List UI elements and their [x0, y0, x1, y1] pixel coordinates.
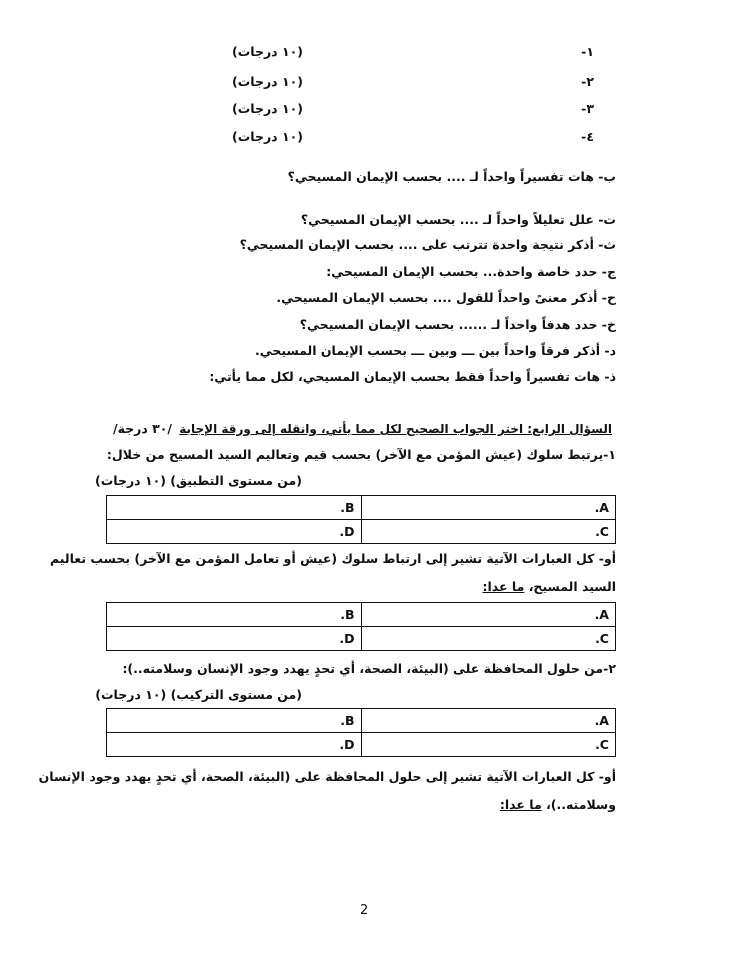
- option-d[interactable]: .D: [107, 520, 362, 544]
- item-grade: (١٠ درجات): [232, 101, 303, 116]
- option-a[interactable]: .A: [361, 709, 616, 733]
- item-number: ١-: [581, 44, 594, 59]
- question-text-part: وسلامته..)،: [546, 797, 616, 812]
- options-table: [106, 495, 616, 544]
- question-line: ج- حدد خاصة واحدة... بحسب الإيمان المسيحي:: [326, 264, 616, 279]
- question-line: ث- أذكر نتيجة واحدة تترتب على .... بحسب الإيمان المسيحي؟: [239, 237, 616, 252]
- numbered-item: [0, 101, 732, 119]
- question-text: أو- كل العبارات الآتية تشير إلى حلول المحافظة على (البيئة، الصحة، أي تحدٍ يهدد وجود الإنسان: [38, 769, 616, 784]
- question-line: ذ- هات تفسيراً واحداً فقط بحسب الإيمان المسيحي، لكل مما يأتي:: [209, 369, 616, 384]
- except-label: ما عدا:: [499, 797, 542, 812]
- question-level: (من مستوى التطبيق) (١٠ درجات): [95, 473, 302, 488]
- item-grade: (١٠ درجات): [232, 129, 303, 144]
- option-c[interactable]: .C: [361, 520, 616, 544]
- item-number: ٤-: [581, 129, 594, 144]
- options-table: [106, 602, 616, 651]
- options-table: [106, 708, 616, 757]
- option-a[interactable]: .A: [361, 496, 616, 520]
- question-text-cont: [483, 578, 617, 596]
- numbered-item: [0, 129, 732, 147]
- item-grade: (١٠ درجات): [232, 44, 303, 59]
- option-b[interactable]: .B: [107, 709, 362, 733]
- item-number: ٣-: [581, 101, 594, 116]
- item-number: ٢-: [581, 74, 594, 89]
- question-text: ١-يرتبط سلوك (عيش المؤمن مع الآخر) بحسب قيم وتعاليم السيد المسيح من خلال:: [106, 447, 616, 462]
- question-line: ت- علل تعليلاً واحداً لـ .... بحسب الإيمان المسيحي؟: [300, 212, 616, 227]
- option-b[interactable]: .B: [107, 496, 362, 520]
- question-text: أو- كل العبارات الآتية تشير إلى ارتباط سلوك (عيش أو تعامل المؤمن مع الآخر) بحسب تعاليم: [49, 551, 616, 566]
- item-grade: (١٠ درجات): [232, 74, 303, 89]
- question-text-cont: [500, 796, 616, 814]
- page-number: 2: [360, 903, 369, 918]
- question-line: خ- حدد هدفاً واحداً لـ ...... بحسب الإيمان المسيحي؟: [299, 317, 616, 332]
- question-line: ح- أذكر معنىً واحداً للقول .... بحسب الإيمان المسيحي.: [276, 290, 616, 305]
- option-c[interactable]: .C: [361, 733, 616, 757]
- option-b[interactable]: .B: [107, 603, 362, 627]
- except-label: ما عدا:: [482, 579, 525, 594]
- question-text: ٢-من حلول المحافظة على (البيئة، الصحة، أي تحدٍ يهدد وجود الإنسان وسلامته..):: [122, 661, 616, 676]
- question-line: د- أذكر فرقاً واحداً بين ـــ وبين ـــ بحسب الإيمان المسيحي.: [254, 343, 616, 358]
- question-line: ب- هات تفسيراً واحداً لـ .... بحسب الإيمان المسيحي؟: [287, 169, 616, 184]
- option-d[interactable]: .D: [107, 733, 362, 757]
- numbered-item: [0, 44, 732, 62]
- section-marks: /٣٠ درجة/: [113, 421, 172, 436]
- option-a[interactable]: .A: [361, 603, 616, 627]
- question-level: (من مستوى التركيب) (١٠ درجات): [95, 687, 302, 702]
- numbered-item: [0, 74, 732, 92]
- question-text-part: السيد المسيح،: [528, 579, 616, 594]
- option-d[interactable]: .D: [107, 627, 362, 651]
- option-c[interactable]: .C: [361, 627, 616, 651]
- section-heading: السؤال الرابع: اختر الجواب الصحيح لكل مما يأتي، وانقله إلى ورقة الإجابة: [179, 422, 612, 436]
